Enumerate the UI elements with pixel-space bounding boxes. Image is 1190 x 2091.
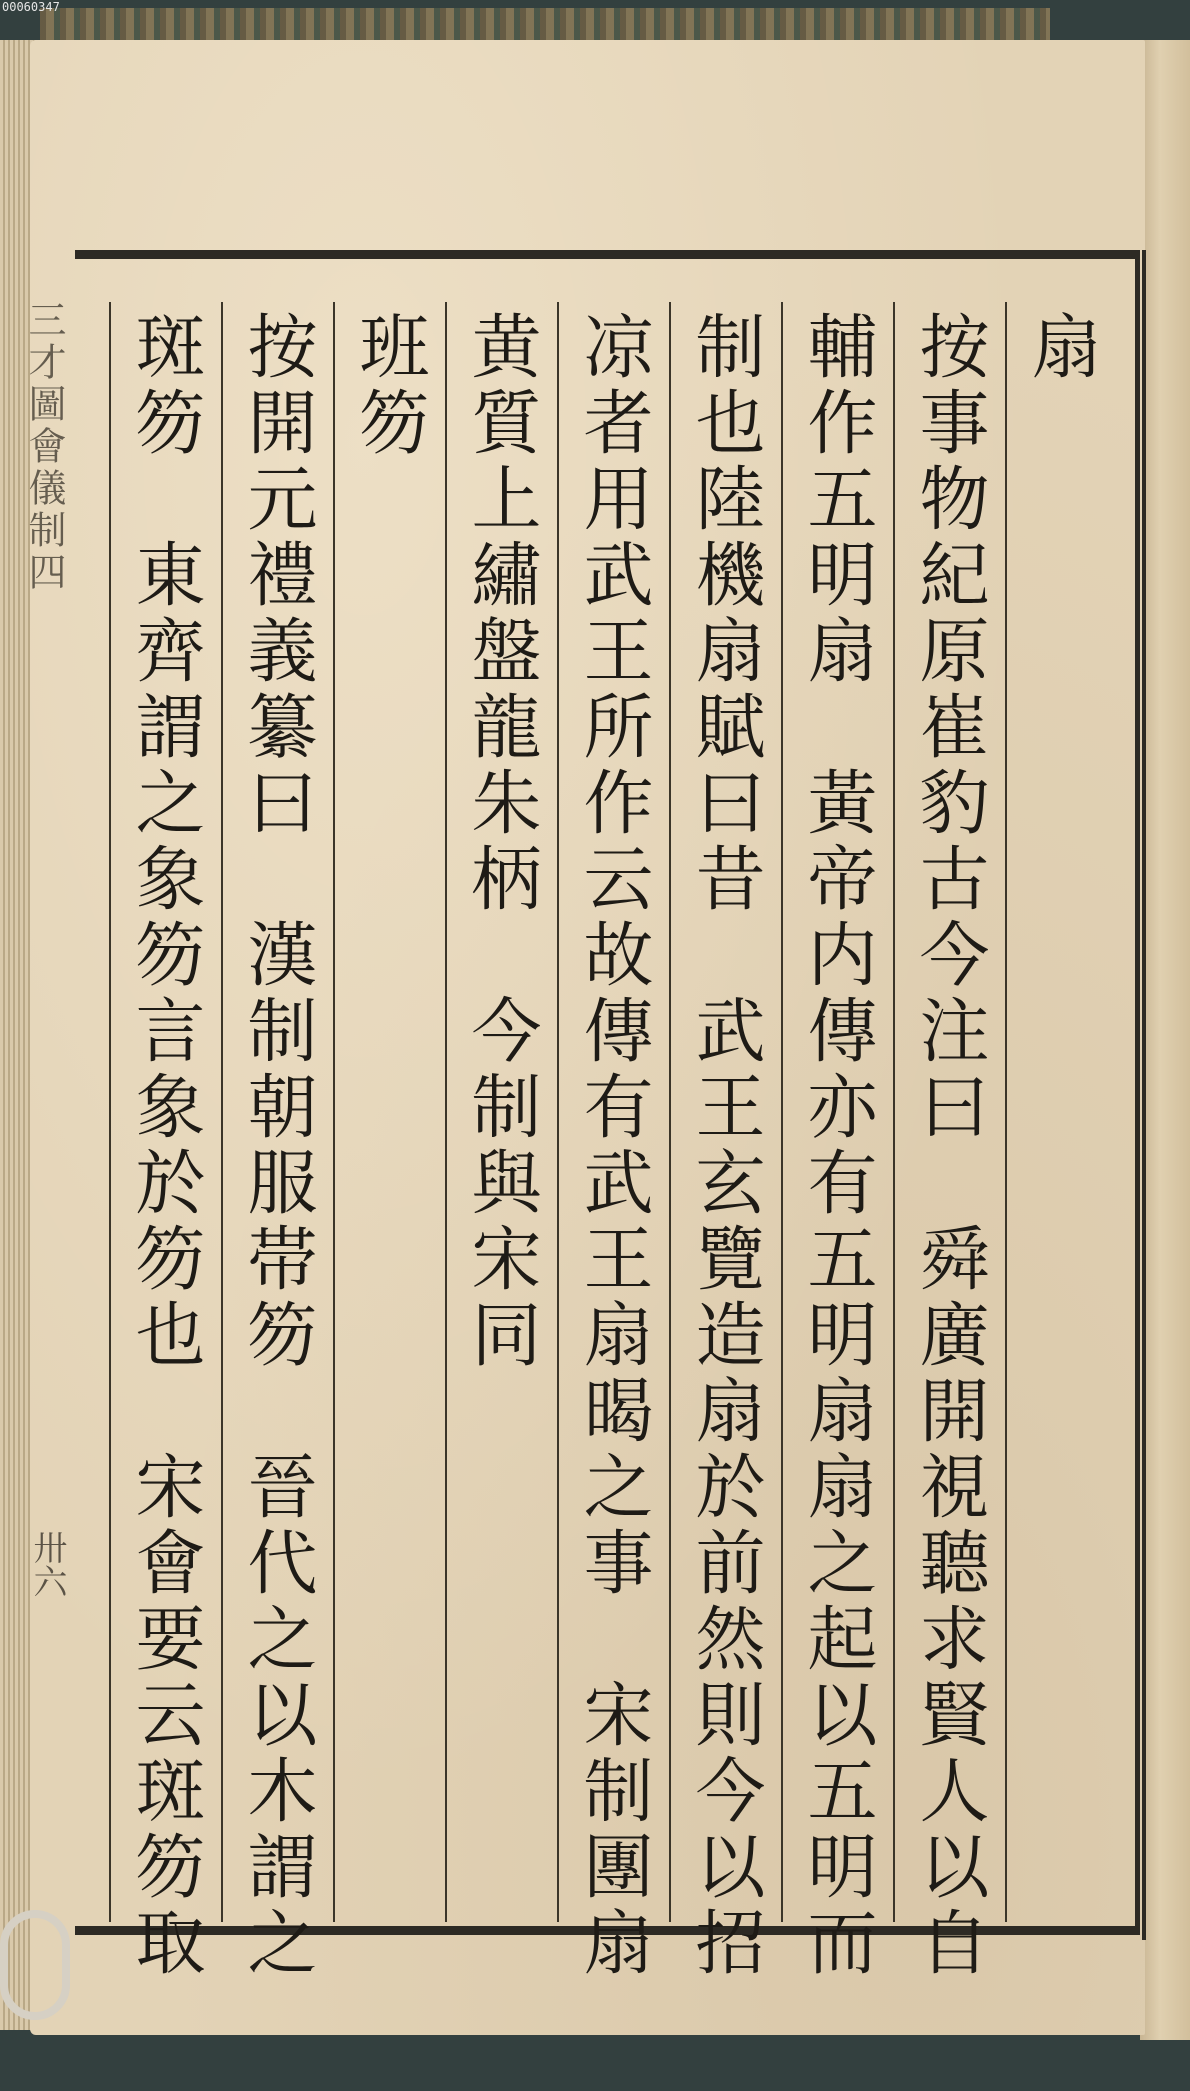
text-column: 制也陸機扇賦曰昔 武王玄覽造扇於前然則今以招 [669,302,781,1922]
frame-outer-rule [1142,250,1146,1940]
text-column: 按事物紀原崔豹古今注曰 舜廣開視聽求賢人以自 [893,302,1005,1922]
text-column: 輔作五明扇 黃帝内傳亦有五明扇扇之起以五明而 [781,302,893,1922]
binding-ring [0,1910,70,2020]
margin-page-number: 卅六 [27,1530,67,1598]
scan-id-label: 00060347 [2,0,60,14]
margin-title: 三才圖會儀制四 [22,300,66,594]
column-heading-fan: 扇 [1005,302,1117,1922]
book-page [22,40,1145,2035]
text-column: 按開元禮義纂曰 漢制朝服帯笏 晉代之以木謂之 [221,302,333,1922]
text-column: 凉者用武王所作云故傳有武王扇暍之事 宋制團扇 [557,302,669,1922]
page-stack-right [1140,40,1190,2040]
text-columns [105,302,1117,1982]
text-column: 斑笏 東齊謂之象笏言象於笏也 宋會要云斑笏取 [109,302,221,1922]
column-heading-banhu: 班笏 [333,302,445,1922]
text-column: 黄質上繡盤龍朱柄 今制與宋同 [445,302,557,1922]
